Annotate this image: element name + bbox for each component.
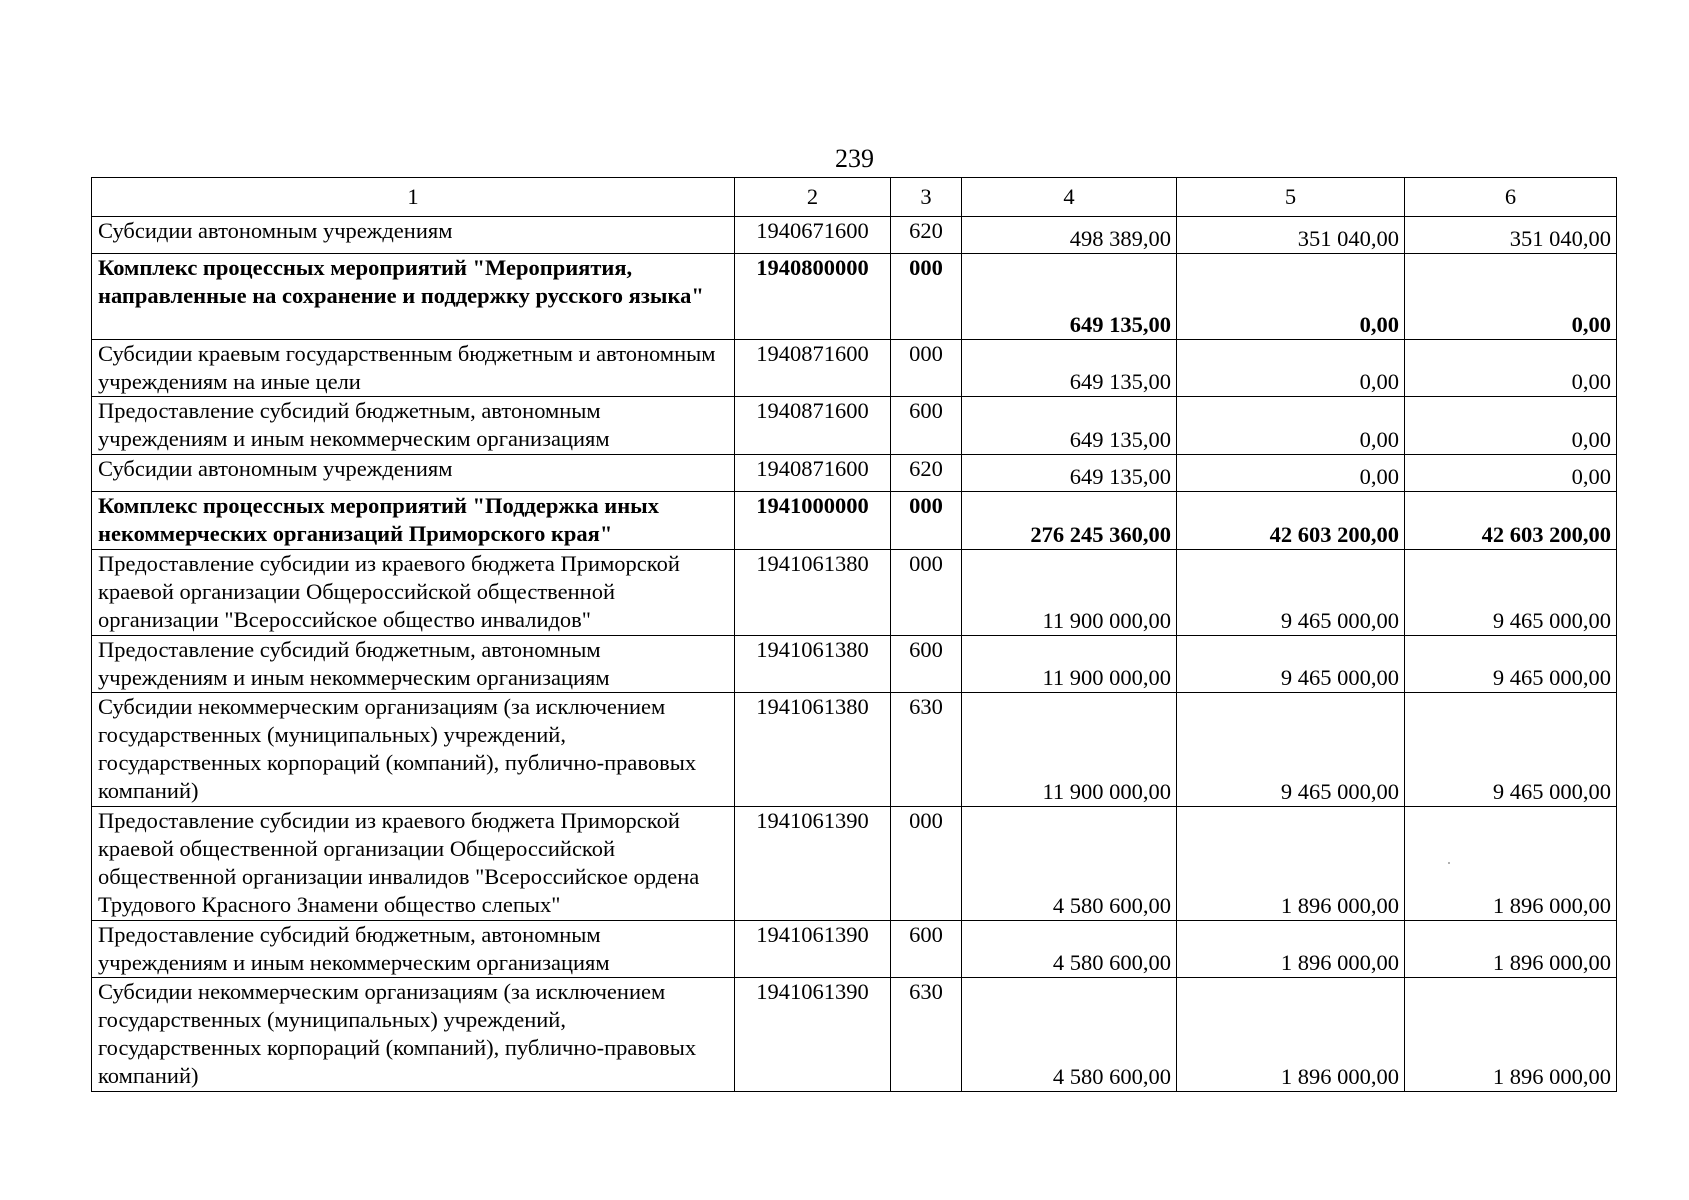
row-value-year-1: 649 135,00 — [962, 254, 1177, 340]
row-group-cell: 630 — [891, 978, 962, 1092]
row-value-year-1: 276 245 360,00 — [962, 492, 1177, 550]
row-value-year-3: 0,00 — [1405, 254, 1617, 340]
row-code-cell: 1940871600 — [735, 340, 891, 397]
table-row — [92, 492, 1617, 550]
row-value-year-3: 1 896 000,00 — [1405, 807, 1617, 921]
row-value-year-2: 1 896 000,00 — [1177, 978, 1405, 1092]
row-name-cell: Предоставление субсидии из краевого бюджета Приморской краевой общественной организации Общероссийской общественной организации инвалидов "Всероссийское ордена Трудового Красного Знамени общество слепых" — [92, 807, 735, 921]
row-code-cell: 1941061390 — [735, 921, 891, 978]
row-value-year-3: 0,00 — [1405, 397, 1617, 455]
table-row — [92, 978, 1617, 1092]
table-row — [92, 455, 1617, 492]
row-value-year-2: 1 896 000,00 — [1177, 807, 1405, 921]
table-row — [92, 550, 1617, 636]
row-group-cell: 600 — [891, 921, 962, 978]
table-row — [92, 921, 1617, 978]
row-value-year-1: 11 900 000,00 — [962, 636, 1177, 693]
row-value-year-3: 1 896 000,00 — [1405, 978, 1617, 1092]
row-value-year-3: 42 603 200,00 — [1405, 492, 1617, 550]
row-name-cell: Предоставление субсидий бюджетным, автономным учреждениям и иным некоммерческим организациям — [92, 636, 735, 693]
row-name-cell: Субсидии автономным учреждениям — [92, 455, 735, 492]
row-code-cell: 1941061380 — [735, 636, 891, 693]
row-group-cell: 620 — [891, 455, 962, 492]
table-row — [92, 636, 1617, 693]
row-value-year-2: 42 603 200,00 — [1177, 492, 1405, 550]
row-code-cell: 1941061380 — [735, 550, 891, 636]
row-group-cell: 000 — [891, 807, 962, 921]
header-cell-code: 2 — [735, 178, 891, 217]
row-group-cell: 000 — [891, 254, 962, 340]
row-value-year-3: 9 465 000,00 — [1405, 693, 1617, 807]
row-group-cell: 000 — [891, 550, 962, 636]
row-name-cell: Субсидии некоммерческим организациям (за исключением государственных (муниципальных) учреждений, государственных корпораций (компаний), публично-правовых компаний) — [92, 693, 735, 807]
row-value-year-1: 498 389,00 — [962, 217, 1177, 254]
row-value-year-2: 351 040,00 — [1177, 217, 1405, 254]
row-value-year-3: 9 465 000,00 — [1405, 636, 1617, 693]
row-value-year-1: 11 900 000,00 — [962, 550, 1177, 636]
row-value-year-2: 9 465 000,00 — [1177, 636, 1405, 693]
header-cell-year-3: 6 — [1405, 178, 1617, 217]
row-value-year-3: 9 465 000,00 — [1405, 550, 1617, 636]
row-name-cell: Комплекс процессных мероприятий "Мероприятия, направленные на сохранение и поддержку русского языка" — [92, 254, 735, 340]
table-row — [92, 254, 1617, 340]
table-row — [92, 217, 1617, 254]
row-code-cell: 1941061380 — [735, 693, 891, 807]
row-name-cell: Предоставление субсидий бюджетным, автономным учреждениям и иным некоммерческим организациям — [92, 921, 735, 978]
row-group-cell: 000 — [891, 492, 962, 550]
row-name-cell: Субсидии некоммерческим организациям (за исключением государственных (муниципальных) учреждений, государственных корпораций (компаний), публично-правовых компаний) — [92, 978, 735, 1092]
table-row — [92, 693, 1617, 807]
row-group-cell: 000 — [891, 340, 962, 397]
header-cell-name: 1 — [92, 178, 735, 217]
row-value-year-2: 9 465 000,00 — [1177, 550, 1405, 636]
row-value-year-1: 4 580 600,00 — [962, 978, 1177, 1092]
row-name-cell: Предоставление субсидии из краевого бюджета Приморской краевой организации Общероссийской общественной организации "Всероссийское общество инвалидов" — [92, 550, 735, 636]
row-code-cell: 1940871600 — [735, 455, 891, 492]
row-value-year-3: 0,00 — [1405, 340, 1617, 397]
row-code-cell: 1941061390 — [735, 978, 891, 1092]
header-cell-group: 3 — [891, 178, 962, 217]
row-value-year-3: 1 896 000,00 — [1405, 921, 1617, 978]
header-row — [92, 178, 1617, 217]
row-code-cell: 1940871600 — [735, 397, 891, 455]
row-value-year-3: 351 040,00 — [1405, 217, 1617, 254]
row-name-cell: Комплекс процессных мероприятий "Поддержка иных некоммерческих организаций Приморского края" — [92, 492, 735, 550]
row-value-year-3: 0,00 — [1405, 455, 1617, 492]
row-name-cell: Предоставление субсидий бюджетным, автономным учреждениям и иным некоммерческим организациям — [92, 397, 735, 455]
row-value-year-1: 4 580 600,00 — [962, 921, 1177, 978]
row-value-year-1: 11 900 000,00 — [962, 693, 1177, 807]
row-value-year-1: 649 135,00 — [962, 340, 1177, 397]
row-value-year-2: 0,00 — [1177, 455, 1405, 492]
row-group-cell: 630 — [891, 693, 962, 807]
budget-table-body — [92, 178, 1617, 1092]
row-value-year-2: 1 896 000,00 — [1177, 921, 1405, 978]
row-value-year-1: 649 135,00 — [962, 397, 1177, 455]
table-row — [92, 807, 1617, 921]
row-value-year-2: 0,00 — [1177, 340, 1405, 397]
row-value-year-2: 0,00 — [1177, 254, 1405, 340]
row-value-year-2: 9 465 000,00 — [1177, 693, 1405, 807]
page-number: 239 — [835, 144, 874, 173]
row-value-year-1: 4 580 600,00 — [962, 807, 1177, 921]
row-value-year-2: 0,00 — [1177, 397, 1405, 455]
budget-table — [91, 177, 1617, 1092]
row-group-cell: 620 — [891, 217, 962, 254]
row-name-cell: Субсидии краевым государственным бюджетным и автономным учреждениям на иные цели — [92, 340, 735, 397]
row-code-cell: 1941000000 — [735, 492, 891, 550]
header-cell-year-1: 4 — [962, 178, 1177, 217]
row-name-cell: Субсидии автономным учреждениям — [92, 217, 735, 254]
row-code-cell: 1941061390 — [735, 807, 891, 921]
row-code-cell: 1940671600 — [735, 217, 891, 254]
row-group-cell: 600 — [891, 397, 962, 455]
row-group-cell: 600 — [891, 636, 962, 693]
table-row — [92, 397, 1617, 455]
scan-speck — [1448, 862, 1450, 864]
header-cell-year-2: 5 — [1177, 178, 1405, 217]
row-code-cell: 1940800000 — [735, 254, 891, 340]
row-value-year-1: 649 135,00 — [962, 455, 1177, 492]
table-row — [92, 340, 1617, 397]
